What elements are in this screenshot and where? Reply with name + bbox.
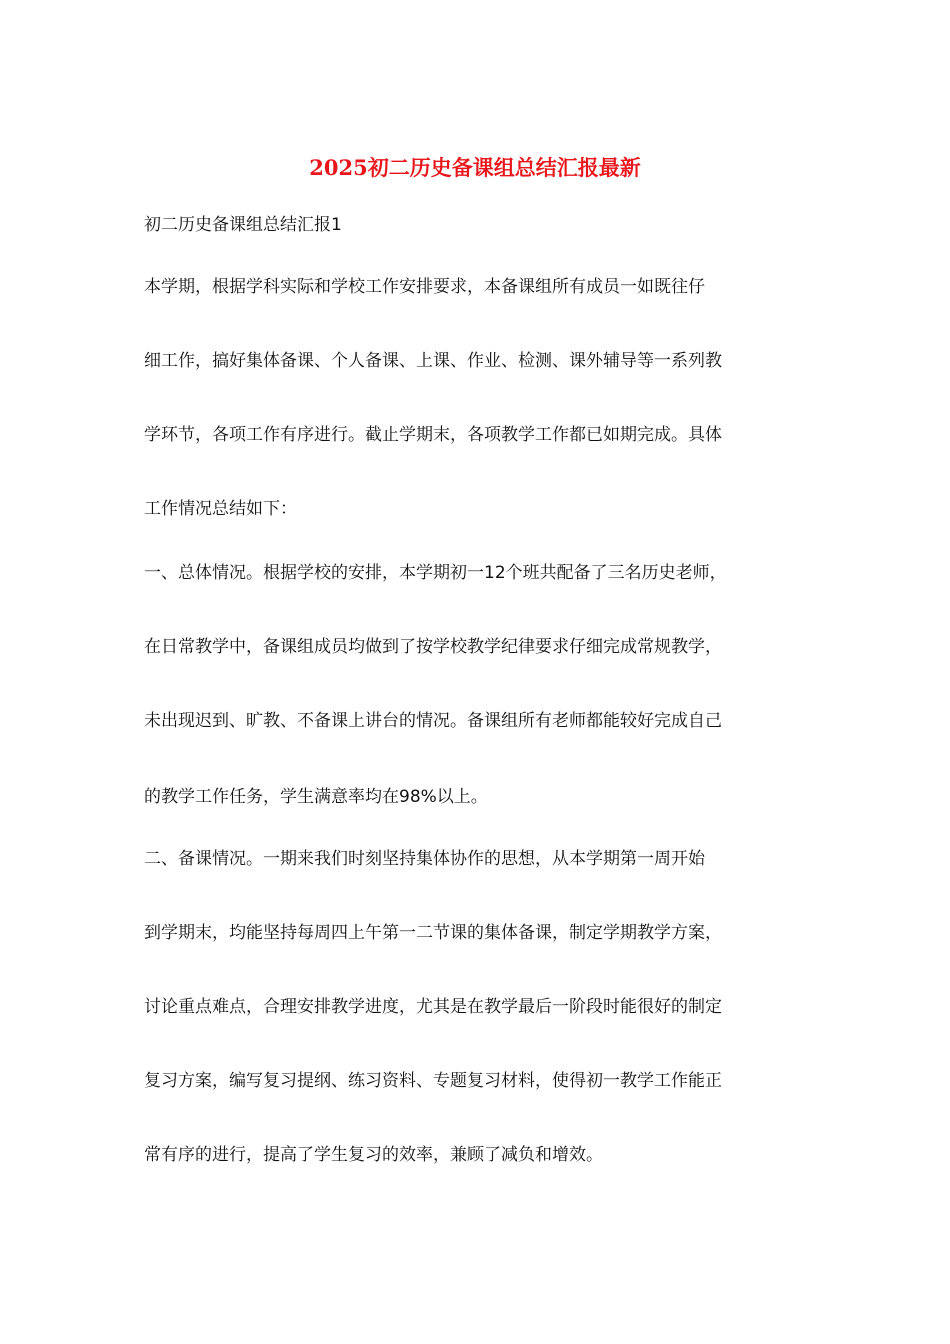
paragraph-line: 本学期，根据学科实际和学校工作安排要求，本备课组所有成员一如既往仔 <box>144 277 705 297</box>
paragraph-line: 未出现迟到、旷教、不备课上讲台的情况。备课组所有老师都能较好完成自己 <box>144 711 722 731</box>
paragraph-line: 细工作，搞好集体备课、个人备课、上课、作业、检测、课外辅导等一系列教 <box>144 351 722 371</box>
paragraph-line: 在日常教学中，备课组成员均做到了按学校教学纪律要求仔细完成常规教学， <box>144 637 722 657</box>
paragraph-line: 常有序的进行，提高了学生复习的效率，兼顾了减负和增效。 <box>144 1145 603 1165</box>
paragraph-line: 二、备课情况。一期来我们时刻坚持集体协作的思想，从本学期第一周开始 <box>144 849 705 869</box>
paragraph-line: 一、总体情况。根据学校的安排，本学期初一12个班共配备了三名历史老师， <box>144 563 727 583</box>
paragraph-line: 学环节，各项工作有序进行。截止学期末，各项教学工作都已如期完成。具体 <box>144 425 722 445</box>
paragraph-line: 的教学工作任务，学生满意率均在98%以上。 <box>144 787 488 807</box>
paragraph-line: 讨论重点难点，合理安排教学进度，尤其是在教学最后一阶段时能很好的制定 <box>144 997 722 1017</box>
paragraph-line: 到学期末，均能坚持每周四上午第一二节课的集体备课，制定学期教学方案， <box>144 923 722 943</box>
paragraph-line: 复习方案，编写复习提纲、练习资料、专题复习材料，使得初一教学工作能正 <box>144 1071 722 1091</box>
document-title: 2025初二历史备课组总结汇报最新 <box>309 155 641 180</box>
paragraph-line: 工作情况总结如下： <box>144 499 297 519</box>
section-heading: 初二历史备课组总结汇报1 <box>144 215 342 235</box>
